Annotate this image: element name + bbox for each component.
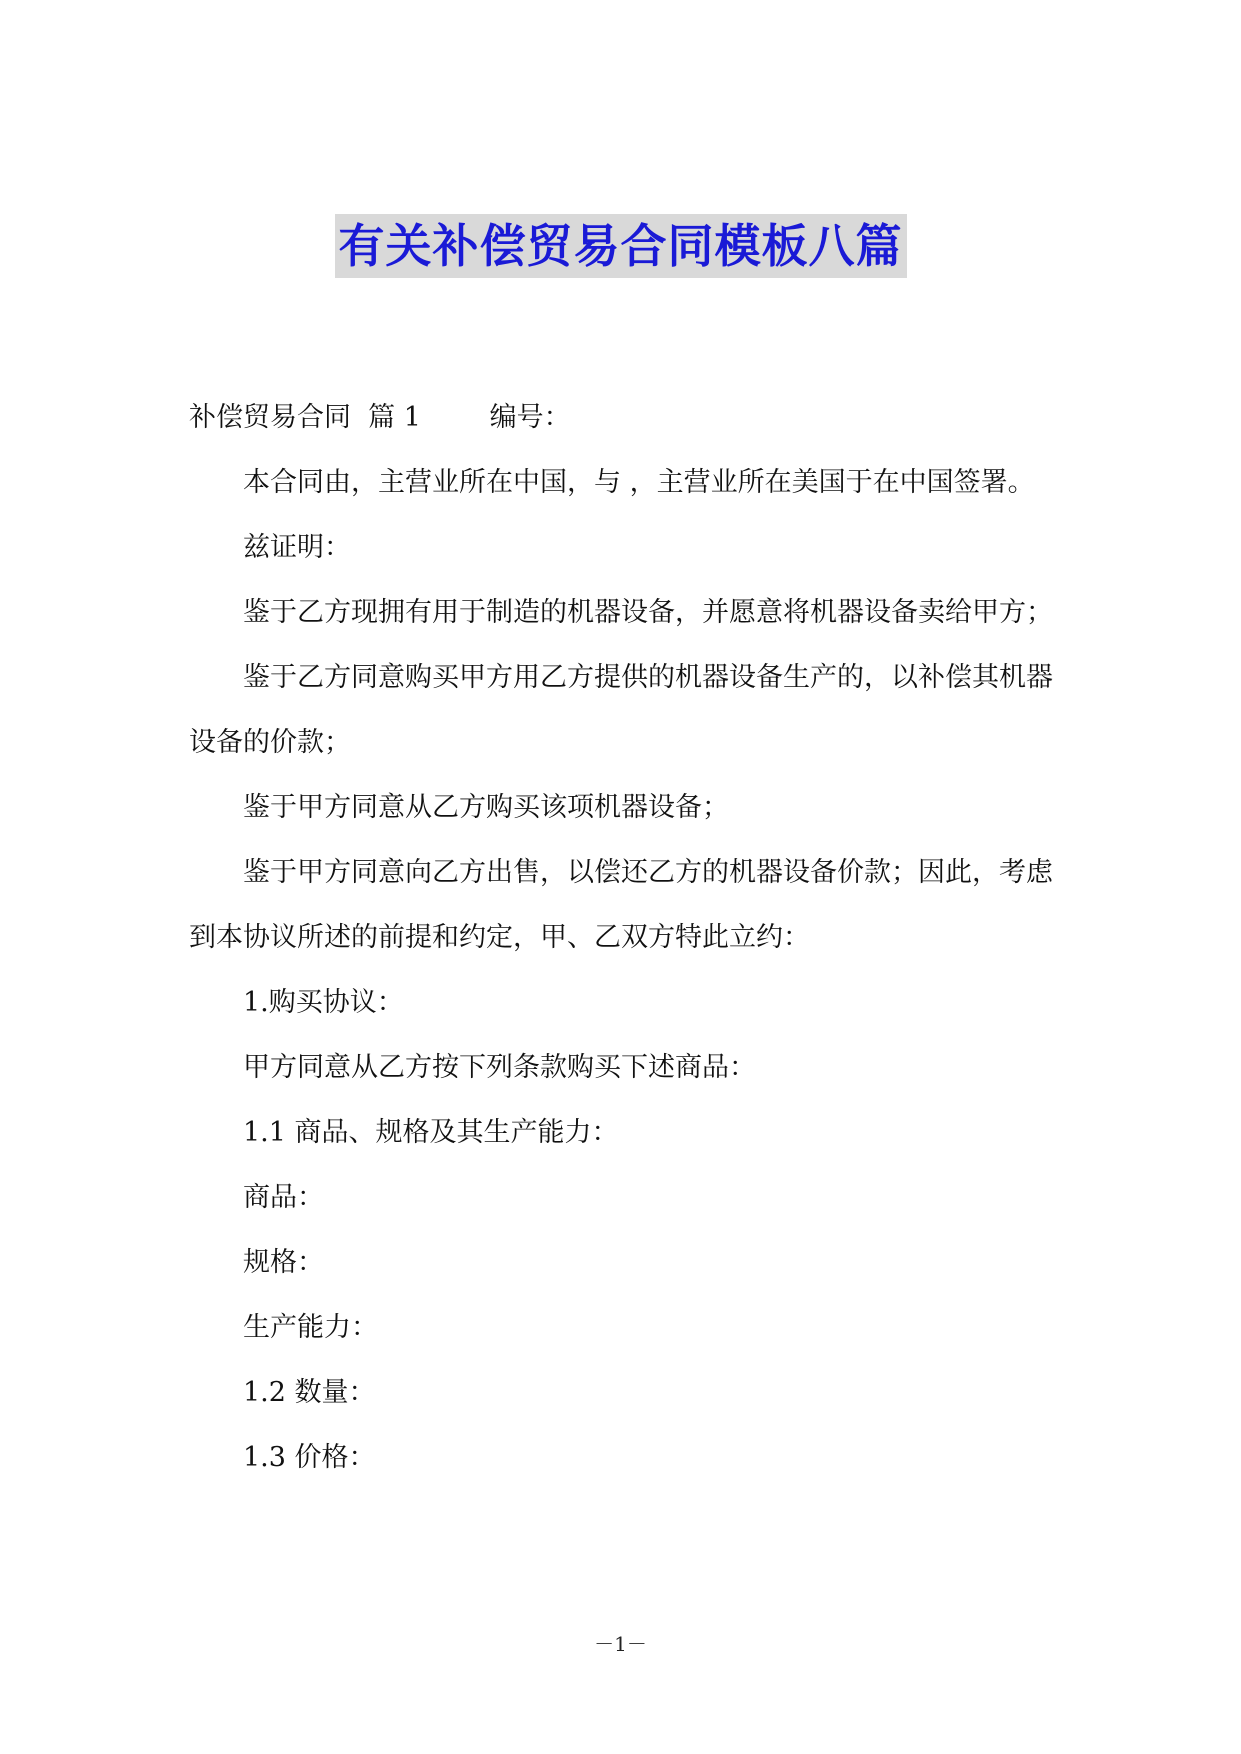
field-label: 生产能力：	[243, 1312, 378, 1343]
section-heading-line	[189, 385, 1053, 450]
paragraph: 鉴于乙方现拥有用于制造的机器设备，并愿意将机器设备卖给甲方；	[243, 597, 1053, 628]
paragraph: 鉴于甲方同意向乙方出售，以偿还乙方的机器设备价款；因此，考虑到本协议所述的前提和约定，甲、乙双方特此立约：	[189, 857, 1053, 953]
section-heading: 补偿贸易合同 篇 1	[189, 402, 421, 433]
paragraph: 鉴于乙方同意购买甲方用乙方提供的机器设备生产的，以补偿其机器设备的价款；	[189, 662, 1053, 758]
paragraph: 甲方同意从乙方按下列条款购买下述商品：	[243, 1052, 756, 1083]
paragraph: 本合同由，主营业所在中国，与 ，主营业所在美国于在中国签署。	[243, 467, 1035, 498]
field-label: 商品：	[243, 1182, 324, 1213]
paragraph: 鉴于甲方同意从乙方购买该项机器设备；	[243, 792, 729, 823]
contract-number-label: 编号：	[489, 402, 571, 433]
field-label: 规格：	[243, 1247, 324, 1278]
title-wrapper	[0, 214, 1241, 278]
clause-item: 1.1 商品、规格及其生产能力：	[243, 1117, 619, 1148]
document-body	[189, 385, 1053, 1490]
paragraph: 兹证明：	[243, 532, 351, 563]
clause-item: 1.2 数量：	[243, 1377, 376, 1408]
document-title: 有关补偿贸易合同模板八篇	[335, 214, 907, 278]
clause-item: 1.3 价格：	[243, 1442, 376, 1473]
page-number: －1－	[594, 1632, 647, 1656]
clause-heading: 1.购买协议：	[243, 987, 404, 1018]
